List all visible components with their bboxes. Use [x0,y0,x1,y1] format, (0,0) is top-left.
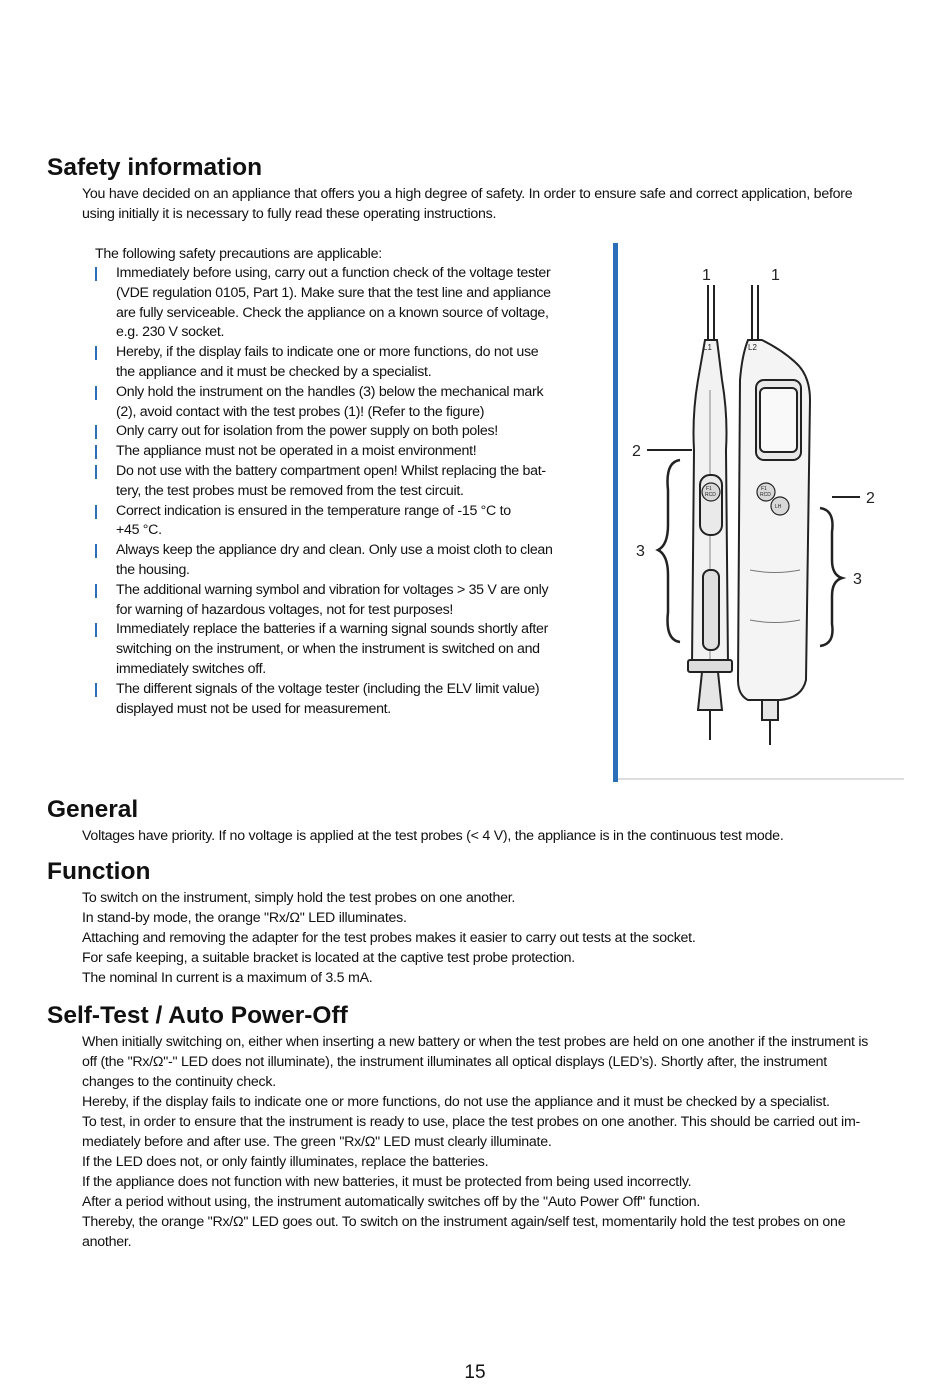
safety-item-line: immediately switches off. [116,660,266,677]
safety-item [94,462,582,502]
bullet-bar-icon [95,346,97,360]
brace-left [658,460,680,642]
safety-item-line: are fully serviceable. Check the appliance on a known source of voltage, [116,304,549,321]
callout-2-right: 2 [866,490,875,507]
safety-item [94,264,582,343]
label-rcd-right: RCD [760,492,771,498]
label-lh: LH [775,504,782,510]
function-line: In stand-by mode, the orange "Rx/Ω" LED illuminates. [82,910,407,926]
safety-item-line: the housing. [116,561,190,578]
safety-item-line: the appliance and it must be checked by a specialist. [116,363,432,380]
tester-right-body [738,285,810,745]
function-text [82,888,902,988]
callout-3-left: 3 [636,543,645,560]
safety-item-line: (2), avoid contact with the test probes (1)! (Refer to the figure) [116,403,485,420]
bullet-bar-icon [95,425,97,439]
safety-item-line: Only carry out for isolation from the power supply on both poles! [116,423,498,440]
label-l1: L1 [703,343,712,352]
safety-item-line: switching on the instrument, or when the instrument is switched on and [116,641,540,658]
selftest-line: Hereby, if the display fails to indicate one or more functions, do not use the appliance and it must be checked by a specialist. [82,1094,830,1110]
label-f1-right: F1 [761,486,767,492]
safety-item-line: Hereby, if the display fails to indicate one or more functions, do not use [116,344,539,361]
safety-item [94,581,582,621]
general-line: Voltages have priority. If no voltage is applied at the test probes (< 4 V), the appliance is in the continuous test mode. [82,828,784,844]
safety-item-line: The additional warning symbol and vibration for voltages > 35 V are only [116,581,549,598]
label-l2: L2 [748,343,757,352]
safety-item-line: Immediately replace the batteries if a warning signal sounds shortly after [116,621,549,638]
callout-2-left: 2 [632,443,641,460]
selftest-line: changes to the continuity check. [82,1074,276,1090]
bullet-bar-icon [95,623,97,637]
callout-1-right: 1 [771,267,780,284]
function-line: Attaching and removing the adapter for the test probes makes it easier to carry out tests at the socket. [82,930,696,946]
selftest-line: When initially switching on, either when inserting a new battery or when the test probes are held on one another if the instrument is [82,1034,869,1050]
safety-item [94,502,582,542]
safety-intro [82,184,902,224]
callout-3-right: 3 [853,571,862,588]
safety-item-line: tery, the test probes must be removed from the test circuit. [116,482,464,499]
bullet-bar-icon [95,465,97,479]
safety-lead: The following safety precautions are applicable: [95,246,382,262]
safety-item [94,383,582,423]
safety-item-line: The appliance must not be operated in a moist environment! [116,443,477,460]
section-title-function: Function [47,858,151,885]
safety-item [94,620,582,679]
bullet-bar-icon [95,267,97,281]
bullet-bar-icon [95,445,97,459]
section-title-general: General [47,796,139,823]
label-f1-left: F1 [706,486,712,492]
intro-line: You have decided on an appliance that offers you a high degree of safety. In order to ensure safe and correct application, before [82,186,853,202]
label-rcd-left: RCD [705,492,716,498]
safety-item [94,343,582,383]
safety-item-line: Always keep the appliance dry and clean. Only use a moist cloth to clean [116,542,553,559]
section-title-safety: Safety information [47,154,263,181]
page-number: 15 [464,1362,486,1383]
brace-right [820,508,842,646]
safety-item-line: displayed must not be used for measurement. [116,700,391,717]
safety-item-line: Immediately before using, carry out a function check of the voltage tester [116,265,551,281]
safety-item [94,680,582,720]
safety-item-line: Do not use with the battery compartment open! Whilst replacing the bat- [116,462,546,479]
general-text [82,826,902,846]
selftest-line: If the LED does not, or only faintly illuminates, replace the batteries. [82,1154,489,1170]
selftest-line: off (the "Rx/Ω"-" LED does not illuminate), the instrument illuminates all optical displays (LED’s). Shortly after, the instrument [82,1054,827,1070]
intro-line: using initially it is necessary to fully read these operating instructions. [82,206,497,222]
selftest-line: After a period without using, the instrument automatically switches off by the "Auto Power Off" function. [82,1194,701,1210]
selftest-line: mediately before and after use. The green "Rx/Ω" LED must clearly illuminate. [82,1134,552,1150]
selftest-line: another. [82,1234,132,1250]
safety-item-line: for warning of hazardous voltages, not for test purposes! [116,601,453,618]
bullet-bar-icon [95,386,97,400]
tester-left-body [688,285,732,740]
safety-item [94,422,582,442]
function-line: For safe keeping, a suitable bracket is located at the captive test probe protection. [82,950,575,966]
safety-item-line: Correct indication is ensured in the temperature range of -15 °C to [116,502,511,519]
safety-item [94,442,582,462]
function-line: To switch on the instrument, simply hold the test probes on one another. [82,890,516,906]
callout-1-left: 1 [702,267,711,284]
safety-item-line: (VDE regulation 0105, Part 1). Make sure that the test line and appliance [116,284,551,301]
function-line: The nominal In current is a maximum of 3.5 mA. [82,970,373,986]
bullet-bar-icon [95,584,97,598]
voltage-tester-figure [610,240,908,785]
bullet-bar-icon [95,683,97,697]
section-title-selftest: Self-Test / Auto Power-Off [47,1002,348,1029]
selftest-text [82,1032,902,1252]
selftest-line: Thereby, the orange "Rx/Ω" LED goes out. To switch on the instrument again/self test, momentarily hold the test probes on one [82,1214,846,1230]
selftest-line: To test, in order to ensure that the instrument is ready to use, place the test probes on one another. This should be carried out im- [82,1114,860,1130]
selftest-line: If the appliance does not function with new batteries, it must be protected from being used incorrectly. [82,1174,692,1190]
safety-item-line: The different signals of the voltage tester (including the ELV limit value) [116,680,540,697]
bullet-bar-icon [95,544,97,558]
figure-accent-bar [613,243,618,782]
safety-item-line: e.g. 230 V socket. [116,324,225,341]
safety-item-line: +45 °C. [116,522,162,539]
safety-item [94,541,582,581]
safety-precautions-list [94,264,582,719]
bullet-bar-icon [95,505,97,519]
safety-item-line: Only hold the instrument on the handles (3) below the mechanical mark [116,383,544,400]
